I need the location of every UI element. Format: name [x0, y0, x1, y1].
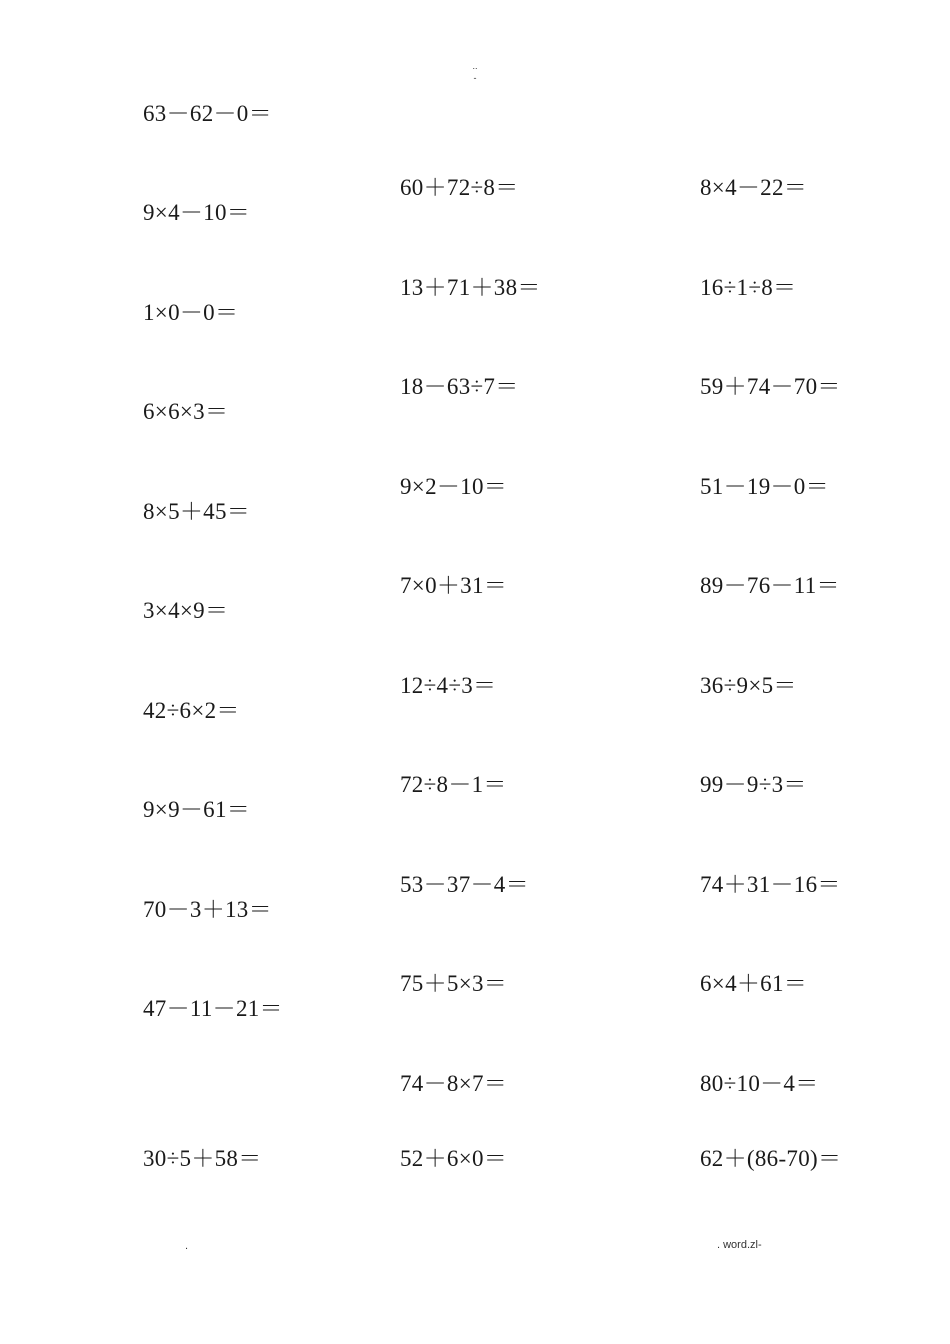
problem-c3-11: 62＋(86-70)＝ — [700, 1146, 842, 1171]
problem-c3-10: 80÷10－4＝ — [700, 1071, 819, 1096]
problem-c1-8: 9×9－61＝ — [143, 797, 251, 822]
problem-c3-6: 36÷9×5＝ — [700, 673, 797, 698]
problem-c2-11: 52＋6×0＝ — [400, 1146, 508, 1171]
problem-c1-4: 6×6×3＝ — [143, 399, 229, 424]
problem-c1-7: 42÷6×2＝ — [143, 698, 240, 723]
problem-c2-8: 53－37－4＝ — [400, 872, 529, 897]
problem-c3-4: 51－19－0＝ — [700, 474, 829, 499]
problem-c1-9: 70－3＋13＝ — [143, 897, 272, 922]
problem-c3-7: 99－9÷3＝ — [700, 772, 807, 797]
problem-c3-5: 89－76－11＝ — [700, 573, 840, 598]
problem-c1-5: 8×5＋45＝ — [143, 499, 251, 524]
problem-c3-9: 6×4＋61＝ — [700, 971, 808, 996]
footer-right-mark: . word.zl- — [717, 1239, 762, 1251]
problem-c2-9: 75＋5×3＝ — [400, 971, 508, 996]
header-mark-top: .. — [472, 61, 478, 71]
problem-c2-4: 9×2－10＝ — [400, 474, 508, 499]
header-mark-bottom: - — [473, 73, 477, 83]
problem-c2-7: 72÷8－1＝ — [400, 772, 507, 797]
problem-c1-2: 9×4－10＝ — [143, 200, 251, 225]
problem-c1-3: 1×0－0＝ — [143, 300, 239, 325]
problem-c2-6: 12÷4÷3＝ — [400, 673, 497, 698]
problem-c2-2: 13＋71＋38＝ — [400, 275, 541, 300]
problem-c1-11: 30÷5＋58＝ — [143, 1146, 262, 1171]
problem-c1-1: 63－62－0＝ — [143, 101, 272, 126]
problem-c3-2: 16÷1÷8＝ — [700, 275, 797, 300]
problem-c2-1: 60＋72÷8＝ — [400, 175, 519, 200]
problem-c2-5: 7×0＋31＝ — [400, 573, 508, 598]
problem-c3-1: 8×4－22＝ — [700, 175, 808, 200]
problem-c3-8: 74＋31－16＝ — [700, 872, 841, 897]
problem-c1-10: 47－11－21＝ — [143, 996, 283, 1021]
problem-c2-10: 74－8×7＝ — [400, 1071, 508, 1096]
footer-left-mark: . — [185, 1240, 189, 1252]
problem-c1-6: 3×4×9＝ — [143, 598, 229, 623]
problem-c2-3: 18－63÷7＝ — [400, 374, 519, 399]
problem-c3-3: 59＋74－70＝ — [700, 374, 841, 399]
